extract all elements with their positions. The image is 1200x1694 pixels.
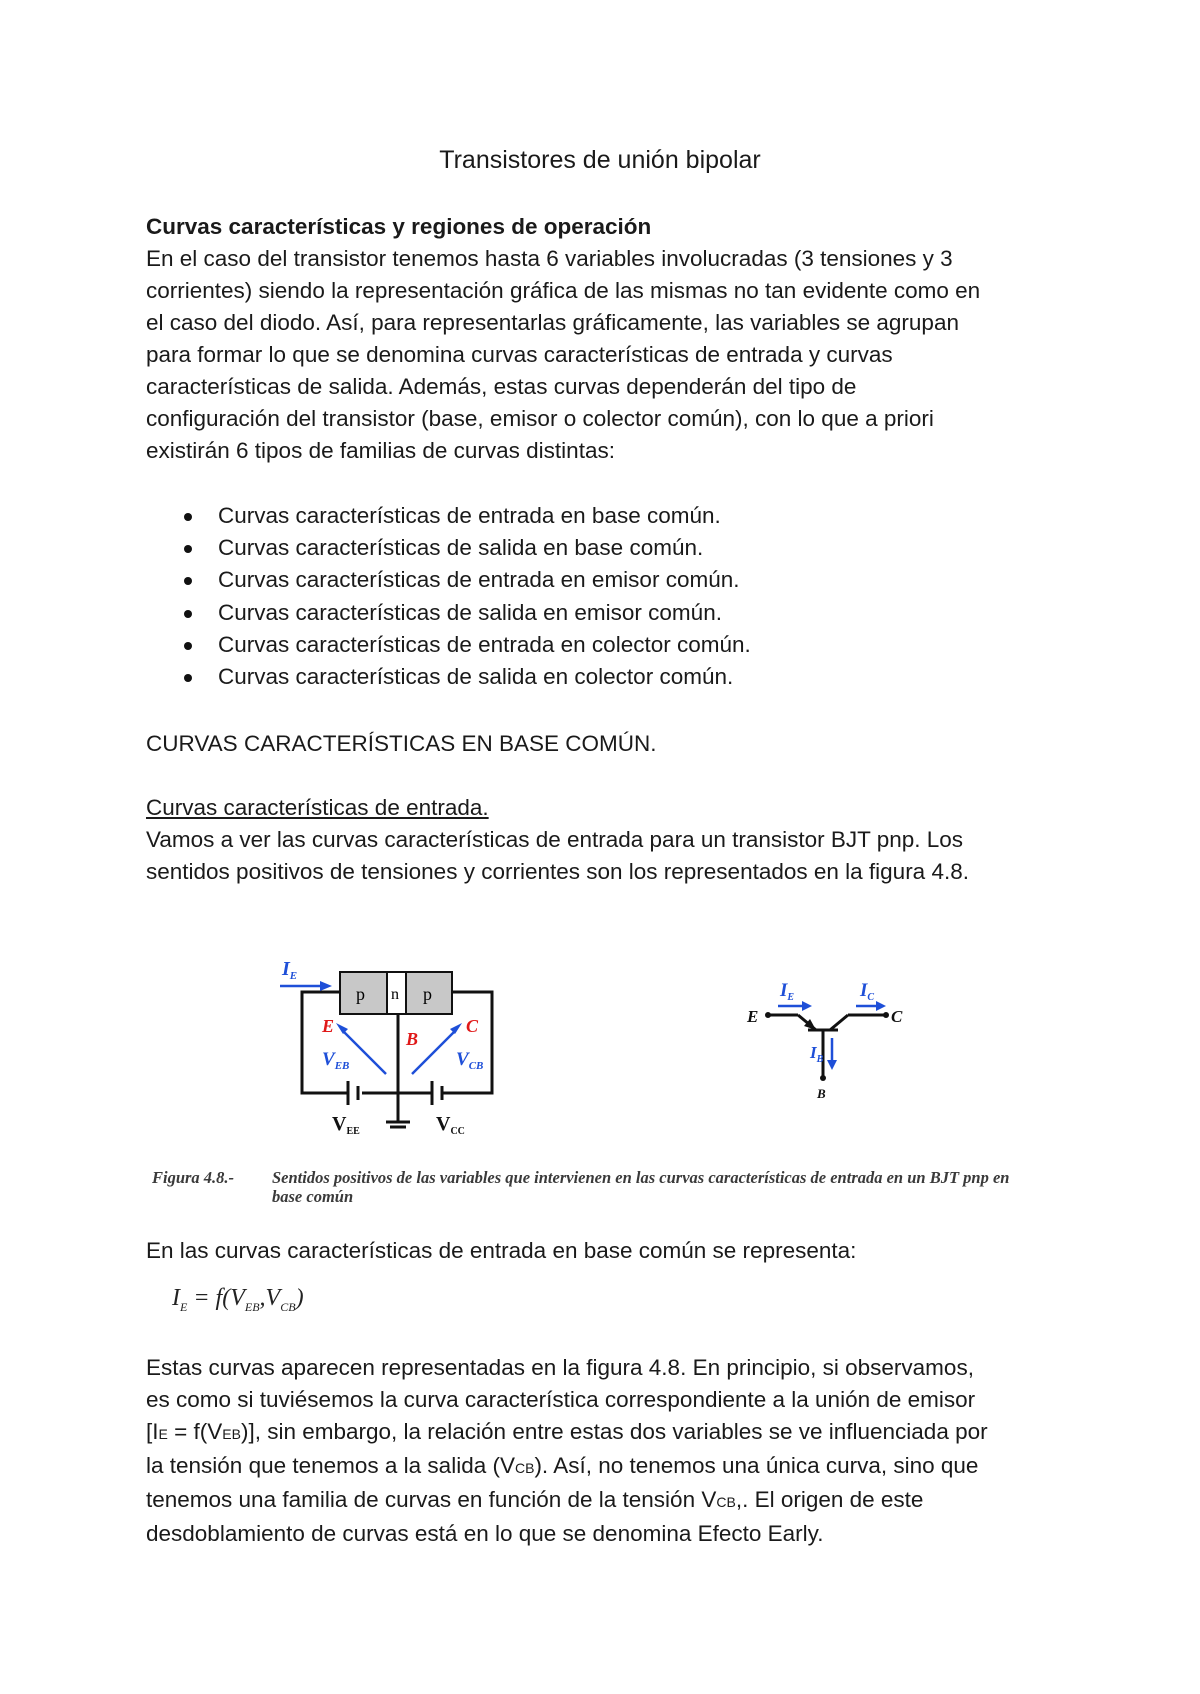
- veb-label: $V_{EB}$: [322, 1049, 350, 1072]
- symbol-collector-label: C: [891, 1007, 903, 1026]
- p-label-2: p: [423, 984, 432, 1004]
- list-item: Curvas características de entrada en emisor común.: [146, 564, 751, 596]
- base-node: [820, 1075, 826, 1081]
- intro-line: para formar lo que se denomina curvas características de entrada y curvas: [146, 342, 893, 367]
- symbol-ic-arrowhead: [876, 1001, 886, 1011]
- symbol-ie-arrowhead: [802, 1001, 812, 1011]
- vee-label: $V_{EE}$: [332, 1113, 360, 1137]
- n-label: n: [391, 986, 399, 1003]
- section-heading: Curvas características y regiones de operación: [146, 214, 652, 239]
- symbol-ie-label: $I_E$: [780, 980, 795, 1003]
- collector-label: C: [466, 1016, 479, 1036]
- vcb-arrow: [412, 1030, 456, 1074]
- caption-body: Sentidos positivos de las variables que intervienen en las curvas características de entrada en un BJT pnp en base común: [272, 1168, 1010, 1206]
- list-item: Curvas características de salida en base común.: [146, 532, 751, 564]
- vcb-label: $V_{CB}$: [456, 1049, 484, 1072]
- paragraph-4: [146, 1352, 1066, 1550]
- p-label-1: p: [356, 984, 365, 1004]
- paragraph-3: En las curvas características de entrada en base común se representa:: [146, 1238, 857, 1263]
- list-item: Curvas características de salida en emisor común.: [146, 597, 751, 629]
- paragraph-line: sentidos positivos de tensiones y corrientes son los representados en la figura 4.8.: [146, 859, 969, 884]
- symbol-emitter-label: E: [747, 1007, 759, 1026]
- caption-label: Figura 4.8.-: [152, 1168, 235, 1187]
- intro-line: existirán 6 tipos de familias de curvas distintas:: [146, 438, 615, 463]
- page-title: Transistores de unión bipolar: [439, 146, 761, 174]
- veb-arrowhead: [336, 1023, 348, 1034]
- paragraph-line: desdoblamiento de curvas está en lo que se denomina Efecto Early.: [146, 1521, 824, 1546]
- paragraph-line: es como si tuviésemos la curva característica correspondiente a la unión de emisor: [146, 1387, 976, 1412]
- paragraph-line: tenemos una familia de curvas en función de la tensión VCB,. El origen de este: [146, 1487, 924, 1512]
- paragraph-line: la tensión que tenemos a la salida (VCB). Así, no tenemos una única curva, sino que: [146, 1453, 979, 1478]
- collector-node: [883, 1012, 889, 1018]
- intro-line: características de salida. Además, estas curvas dependerán del tipo de: [146, 374, 857, 399]
- ie-arrowhead: [320, 981, 332, 991]
- paragraph-line: Estas curvas aparecen representadas en la figura 4.8. En principio, si observamos,: [146, 1355, 974, 1380]
- intro-paragraph: [146, 243, 1066, 467]
- emitter-node: [765, 1012, 771, 1018]
- vcc-label: $V_{CC}$: [436, 1113, 465, 1137]
- paragraph-line: [IE = f(VEB)], sin embargo, la relación entre estas dos variables se ve influenciada por: [146, 1419, 988, 1444]
- paragraph-2: [146, 824, 1066, 888]
- formula: $I_E = f(V_{EB},V_{CB})$: [172, 1285, 304, 1314]
- list-item: Curvas características de salida en colector común.: [146, 661, 751, 693]
- symbol-ib-arrowhead: [827, 1060, 837, 1070]
- emitter-label: E: [322, 1016, 335, 1036]
- symbol-ic-label: $I_C$: [860, 980, 875, 1003]
- symbol-base-label: B: [817, 1086, 826, 1101]
- pnp-structure-diagram: [270, 950, 530, 1140]
- subheading: Curvas características de entrada.: [146, 795, 489, 820]
- base-label: B: [406, 1029, 419, 1049]
- pnp-symbol-diagram: [738, 966, 938, 1116]
- symbol-ib-label: $I_B$: [810, 1043, 824, 1065]
- intro-line: el caso del diodo. Así, para representarlas gráficamente, las variables se agrupan: [146, 310, 959, 335]
- ie-label: $I_E$: [282, 958, 298, 982]
- list-item: Curvas características de entrada en colector común.: [146, 629, 751, 661]
- list-item: Curvas características de entrada en base común.: [146, 500, 751, 532]
- paragraph-line: Vamos a ver las curvas características de entrada para un transistor BJT pnp. Los: [146, 827, 964, 852]
- curve-type-list: [146, 500, 751, 693]
- intro-line: En el caso del transistor tenemos hasta 6 variables involucradas (3 tensiones y 3: [146, 246, 953, 271]
- intro-line: corrientes) siendo la representación gráfica de las mismas no tan evidente como en: [146, 278, 981, 303]
- vcb-arrowhead: [450, 1023, 462, 1034]
- intro-line: configuración del transistor (base, emisor o colector común), con lo que a priori: [146, 406, 934, 431]
- section2-heading: CURVAS CARACTERÍSTICAS EN BASE COMÚN.: [146, 731, 657, 756]
